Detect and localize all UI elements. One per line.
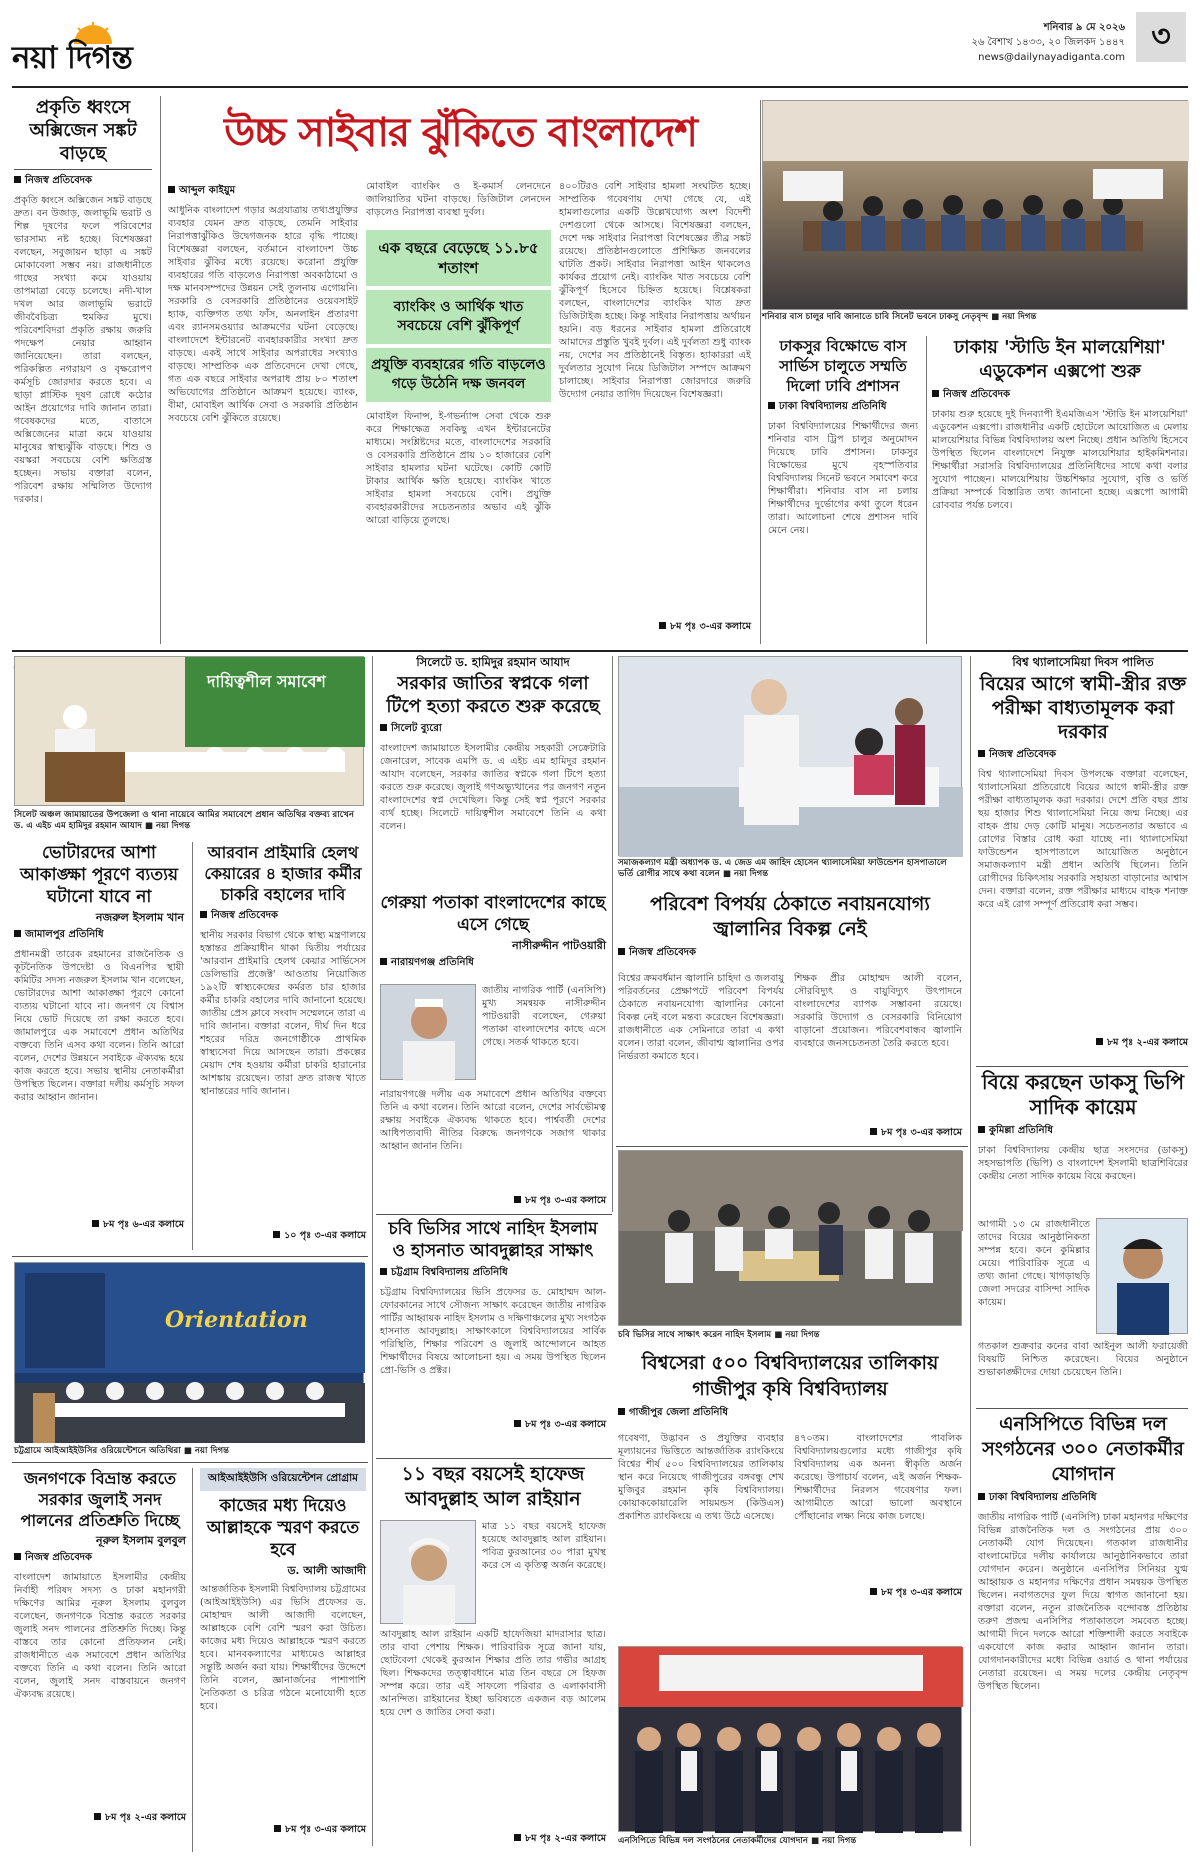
jump-line[interactable]: ১০ পৃঃ ৩-এর কলামে: [200, 1229, 366, 1244]
article-body: চট্টগ্রাম বিশ্ববিদ্যালয়ের ভিসি প্রফেসর ড. মোহাম্মদ আল-ফোরকানের সাথে সৌজন্য সাক্ষাৎ করেছেন জাতীয় নাগরিক পার্টির আহ্বায়ক নাহিদ ইসলাম ও দক্ষিণাঞ্চলের মুখ্য সংগঠক হাসনাত আবদুল্লাহ। সাক্ষাৎকালে বিশ্ববিদ্যালয়ের সার্বিক পরিস্থিতি, শিক্ষার পরিবেশ ও জুলাই আন্দোলনে আহত শিক্ষার্থীদের বিষয়ে আলোচনা হয়। এ সময় উপস্থিত ছিলেন প্রো-ভিসি ও প্রক্টর।: [380, 1287, 606, 1376]
kicker: বিশ্ব থ্যালাসেমিয়া দিবস পালিত: [1012, 655, 1154, 669]
kicker: সিলেটে ড. হামিদুর রহমান আযাদ: [416, 655, 570, 669]
lead-jump[interactable]: ৮ম পৃঃ ৩-এর কলামে: [559, 620, 751, 635]
author: ড. আলী আজাদী: [287, 1564, 366, 1577]
headline[interactable]: বিশ্বসেরা ৫০০ বিশ্ববিদ্যালয়ের তালিকায় গাজীপুর কৃষি বিশ্ববিদ্যালয়: [641, 1352, 939, 1400]
article-body: বাংলাদেশ জামায়াতে ইসলামীর কেন্দ্রীয় নির্বাহী পরিষদ সদস্য ও ঢাকা মহানগরী দক্ষিণের আমির নূরুল ইসলাম বুলবুল বলেছেন, জনগণকে বিভ্রান্ত করতে সরকার জুলাই সনদ পালনের প্রতিশ্রুতি দিচ্ছে। কিন্তু বাস্তবে তার কোনো প্রতিফলন নেই। রাজধানীতে এক সমাবেশে প্রধান অতিথির বক্তব্যে তিনি এ কথা বলেন। তিনি আরো বলেন, জুলাই সনদ বাস্তবায়নে জনগণ ঐক্যবদ্ধ রয়েছে।: [14, 1572, 186, 1701]
headline[interactable]: প্রকৃতি ধ্বংসে অক্সিজেন সঙ্কট বাড়ছে: [29, 97, 137, 164]
lead-article: [168, 180, 751, 644]
article-body: ঢাকায় শুরু হয়েছে দুই দিনব্যাপী ইএমজিএস 'স্টাডি ইন মালয়েশিয়া' এডুকেশন এক্সপো। রাজধানীর একটি হোটেলে আয়োজিত এ মেলায় মালয়েশিয়ার বিভিন্ন বিশ্ববিদ্যালয় অংশ নিচ্ছে। প্রধান অতিথি হিসেবে উপস্থিত ছিলেন বাংলাদেশে নিযুক্ত মালয়েশিয়ার হাইকমিশনার। শিক্ষার্থীরা সরাসরি বিশ্ববিদ্যালয়ের প্রতিনিধিদের সাথে কথা বলার সুযোগ পাচ্ছেন। মালয়েশিয়ায় উচ্চশিক্ষার সুযোগ, বৃত্তি ও ভর্তি প্রক্রিয়া সম্পর্কে বিস্তারিত তথ্য জানানো হচ্ছে। এক্সপো আগামী রোববার পর্যন্ত চলবে।: [932, 409, 1188, 511]
article-hafez: ১১ বছর বয়সেই হাফেজ আবদুল্লাহ আল রাইয়ান মাত্র ১১ বছর বয়সেই হাফেজ হয়েছে আবদুল্লাহ আল রাইয়ান। পবিত্র কুরআনের ৩০ পারা মুখস্থ করে সে এ কৃতিত্ব অর্জন করেছে। আবদুল্লাহ আল রাইয়ান একটি হাফেজিয়া মাদরাসার ছাত্র। তার বাবা পেশায় শিক্ষক। পারিবারিক সূত্রে জানা যায়, ছোটবেলা থেকেই কুরআন শিক্ষার প্রতি তার গভীর আগ্রহ ছিল। শিক্ষকদের তত্ত্বাবধানে মাত্র তিন বছরে সে হিফজ সম্পন্ন করে। তার এই সাফল্যে পরিবার ও এলাকাবাসী আনন্দিত। রাইয়ানের ইচ্ছা ভবিষ্যতে একজন বড় আলেম হয়ে দেশ ও জাতির সেবা করা। ৮ম পৃঃ ২-এর কলামে: [380, 1462, 606, 1852]
article-body-top: ঢাকা বিশ্ববিদ্যালয় কেন্দ্রীয় ছাত্র সংসদের (ডাকসু) সহসভাপতি (ভিপি) ও বাংলাদেশ ইসলামী ছাত্রশিবিরের কেন্দ্রীয় নেতা সাদিক কায়েম বিয়ে করছেন।: [978, 1145, 1188, 1182]
headline[interactable]: এনসিপিতে বিভিন্ন দল সংগঠনের ৩০০ নেতাকর্মীর যোগদান: [982, 1413, 1184, 1485]
photo-sylhet: [14, 656, 364, 806]
author: নজরুল ইসলাম খান: [95, 911, 184, 924]
headline[interactable]: ঢাকায় 'স্টাডি ইন মালয়েশিয়া' এডুকেশন এক্সপো শুরু: [954, 337, 1166, 382]
flag-author-photo: [380, 984, 476, 1080]
photo-illustration: [763, 101, 1189, 311]
headline[interactable]: ঢাকসুর বিক্ষোভে বাস সার্ভিস চালুতে সম্মতি দিলো ঢাবি প্রশাসন: [779, 337, 907, 395]
article-voter: ভোটারদের আশা আকাঙ্ক্ষা পূরণে ব্যত্যয় ঘটানো যাবে না নজরুল ইসলাম খান জামালপুর প্রতিনিধি প্রধানমন্ত্রী তারেক রহমানের রাজনৈতিক ও কূটনৈতিক উপদেষ্টা ও বিএনপির স্থায়ী কমিটির সদস্য নজরুল ইসলাম খান বলেছেন, ভোটারদের আশা আকাঙ্ক্ষা পূরণে কোনো ব্যত্যয় ঘটানো যাবে না। জনগণ যে বিশ্বাস নিয়ে ভোট দিয়েছে তা রক্ষা করতে হবে। জামালপুরে এক সমাবেশে প্রধান অতিথির বক্তব্যে তিনি এসব কথা বলেন। তিনি আরো বলেন, দেশের উন্নয়নে সবাইকে ঐক্যবদ্ধ হয়ে কাজ করতে হবে। সভায় স্থানীয় নেতাকর্মীরা উপস্থিত ছিলেন। বক্তারা দলীয় কর্মসূচি সফল করার আহ্বান জানান। ৮ম পৃঃ ৬-এর কলামে: [14, 842, 184, 1250]
article-body: স্থানীয় সরকার বিভাগ থেকে স্বাস্থ্য মন্ত্রণালয়ে হস্তান্তর প্রক্রিয়াধীন থাকা দ্বিতীয় পর্যায়ের 'আরবান প্রাইমারি হেলথ কেয়ার সার্ভিসেস ডেলিভারি প্রজেক্ট' আওতায় নিয়োজিত ১৯২টি স্বাস্থ্যকেন্দ্রের কর্মরত চার হাজার কর্মীর চাকরি বহালের দাবি জানানো হয়েছে। জাতীয় প্রেস ক্লাবে সংবাদ সম্মেলনে তারা এ দাবি জানান। বক্তারা বলেন, দীর্ঘ দিন ধরে শহরের দরিদ্র জনগোষ্ঠীকে প্রাথমিক স্বাস্থ্যসেবা দিয়ে আসছেন তারা। প্রকল্পের মেয়াদ শেষ হওয়ায় কর্মীরা চাকরি হারানোর আশঙ্কায় রয়েছেন। তারা দ্রুত রাজস্ব খাতে স্থানান্তরের দাবি জানান।: [200, 930, 366, 1097]
lead-col-3: ৪০০টিরও বেশি সাইবার হামলা সংঘটিত হচ্ছে। সাম্প্রতিক গবেষণায় দেখা গেছে যে, এই হামলাগুলোর একটি উল্লেখযোগ্য অংশ বিদেশী দেশগুলো থেকে আসছে। বিশেষজ্ঞরা বলছেন, দেশে দক্ষ সাইবার নিরাপত্তা বিশেষজ্ঞের তীব্র সঙ্কট রয়েছে। প্রতিষ্ঠানগুলোতে প্রশিক্ষিত জনবলের ঘাটতি প্রকট। সাইবার নিরাপত্তা আইন থাকলেও কার্যকর প্রয়োগ নেই। ব্যাংকিং খাত সবচেয়ে বেশি ঝুঁকিপূর্ণ হিসেবে চিহ্নিত হয়েছে। বিশ্লেষকরা বলছেন, বাংলাদেশের ব্যাংকিং খাত দ্রুত ডিজিটাইজ হচ্ছে। কিন্তু সাইবার নিরাপত্তায় অর্থায়ন হয়নি। বড় ধরনের সাইবার হামলা প্রতিরোধে আমাদের প্রস্তুতি খুবই দুর্বল। এই দুর্বলতা শুধু ব্যাংক নয়, দেশের সব প্রতিষ্ঠানেই বিস্তৃত। হ্যাকাররা এই দুর্বলতার সুযোগ নিয়ে ডিজিটাল সম্পদে আক্রমণ চালাচ্ছে। সাইবার নিরাপত্তা জোরদারে জরুরি উদ্যোগ নেয়ার তাগিদ দিয়েছেন বিশেষজ্ঞরা। ৮ম পৃঃ ৩-এর কলামে: [559, 180, 751, 644]
newspaper-logo[interactable]: [12, 22, 242, 74]
article-azad: সিলেটে ড. হামিদুর রহমান আযাদ সরকার জাতির স্বপ্নকে গলা টিপে হত্যা করতে শুরু করেছে সিলেট ব্যুরো বাংলাদেশ জামায়াতে ইসলামীর কেন্দ্রীয় সহকারী সেক্রেটারি জেনারেল, সাবেক এমপি ড. এ এইচ এম হামিদুর রহমান আযাদ বলেছেন, সরকার জাতির স্বপ্নকে গলা টিপে হত্যা করতে শুরু করেছে। জুলাই গণঅভ্যুত্থানের পর জনগণ নতুন বাংলাদেশের স্বপ্ন দেখেছিল। কিন্তু সেই স্বপ্ন পূরণে সরকার ব্যর্থ হচ্ছে। সিলেটে দায়িত্বশীল সমাবেশে তিনি এ কথা বলেন।: [380, 656, 606, 886]
article-gazipur: বিশ্বসেরা ৫০০ বিশ্ববিদ্যালয়ের তালিকায় গাজীপুর কৃষি বিশ্ববিদ্যালয় গাজীপুর জেলা প্রতিনিধি গবেষণা, উদ্ভাবন ও প্রযুক্তির ব্যবহার মূল্যায়নের ভিত্তিতে আন্তর্জাতিক র‍্যাংকিংয়ে বিশ্বের শীর্ষ ৫০০ বিশ্ববিদ্যালয়ের তালিকায় স্থান করে নিয়েছে গাজীপুরের বঙ্গবন্ধু শেখ মুজিবুর রহমান কৃষি বিশ্ববিদ্যালয়। কোয়াককোয়ারেলি সায়মন্ডস (কিউএস) প্রকাশিত র‍্যাংকিংয়ে এ তথ্য উঠে এসেছে। ৪৭০তম। বাংলাদেশের পাবলিক বিশ্ববিদ্যালয়গুলোর মধ্যে গাজীপুর কৃষি বিশ্ববিদ্যালয় এক অনন্য স্বীকৃতি অর্জন করেছে। উপাচার্য বলেন, এই অর্জন শিক্ষক-শিক্ষার্থীদের নিরলস গবেষণার ফল। আগামীতে আরো ভালো অবস্থানে পৌঁছানোর লক্ষ্য নিয়ে কাজ চলছে। ৮ম পৃঃ ৩-এর কলামে: [618, 1350, 962, 1610]
article-ncp: এনসিপিতে বিভিন্ন দল সংগঠনের ৩০০ নেতাকর্মীর যোগদান ঢাকা বিশ্ববিদ্যালয় প্রতিনিধি জাতীয় নাগরিক পার্টি (এনসিপি) ঢাকা মহানগর দক্ষিণের বিভিন্ন রাজনৈতিক দল ও সংগঠনের প্রায় ৩০০ নেতাকর্মী যোগ দিয়েছেন। গতকাল রাজধানীর বাংলামোটরে দলীয় কার্যালয়ে আনুষ্ঠানিকভাবে তারা যোগদান করেন। অনুষ্ঠানে এনসিপির সিনিয়র যুগ্ম আহ্বায়ক ও মহানগর দক্ষিণের প্রধান সমন্বয়ক উপস্থিত ছিলেন। নবাগতদের ফুল দিয়ে স্বাগত জানানো হয়। বক্তারা বলেন, নতুন রাজনৈতিক বন্দোবস্ত প্রতিষ্ঠায় তরুণ প্রজন্ম এনসিপির পতাকাতলে সমবেত হচ্ছে। আগামী দিনে দলকে আরো শক্তিশালী করতে সবাইকে একযোগে কাজ করার আহ্বান জানান তারা। যোগদানকারীদের মধ্যে বিভিন্ন ওয়ার্ড ও থানা পর্যায়ের নেতারা রয়েছেন। এ সময় দলের কেন্দ্রীয় নেতৃবৃন্দ উপস্থিত ছিলেন।: [978, 1412, 1188, 1852]
kicker: আইআইইউসি ওরিয়েন্টেশন প্রোগ্রাম: [200, 1468, 366, 1491]
date-bangla: ২৬ বৈশাখ ১৪৩৩, ২০ জিলকদ ১৪৪৭: [971, 37, 1125, 48]
logo-text: নয়া দিগন্ত: [12, 40, 133, 76]
hafez-photo: [380, 1520, 476, 1624]
article-cu-vc: চবি ভিসির সাথে নাহিদ ইসলাম ও হাসনাত আবদুল্লাহর সাক্ষাৎ চট্টগ্রাম বিশ্ববিদ্যালয় প্রতিনিধি চট্টগ্রাম বিশ্ববিদ্যালয়ের ভিসি প্রফেসর ড. মোহাম্মদ আল-ফোরকানের সাথে সৌজন্য সাক্ষাৎ করেছেন জাতীয় নাগরিক পার্টির আহ্বায়ক নাহিদ ইসলাম ও দক্ষিণাঞ্চলের মুখ্য সংগঠক হাসনাত আবদুল্লাহ। সাক্ষাৎকালে বিশ্ববিদ্যালয়ের সার্বিক পরিস্থিতি, শিক্ষার পরিবেশ ও জুলাই আন্দোলনে আহত শিক্ষার্থীদের বিষয়ে আলোচনা হয়। এ সময় উপস্থিত ছিলেন প্রো-ভিসি ও প্রক্টর। ৮ম পৃঃ ৩-এর কলামে: [380, 1218, 606, 1454]
photo-hospital: [618, 656, 962, 856]
email[interactable]: news@dailynayadiganta.com: [978, 52, 1125, 63]
photo-bus-protest: [762, 100, 1188, 310]
article-body-2: ৪৭০তম। বাংলাদেশের পাবলিক বিশ্ববিদ্যালয়গুলোর মধ্যে গাজীপুর কৃষি বিশ্ববিদ্যালয় এক অনন্য স্বীকৃতি অর্জন করেছে। উপাচার্য বলেন, এই অর্জন শিক্ষক-শিক্ষার্থীদের নিরলস গবেষণার ফল। আগামীতে আরো ভালো অবস্থানে পৌঁছানোর লক্ষ্য নিয়ে কাজ চলছে।: [794, 1433, 962, 1522]
jump-line[interactable]: ৮ম পৃঃ ৩-এর কলামে: [380, 1194, 606, 1209]
page-number: ৩: [1151, 18, 1171, 54]
photo-group: [618, 1646, 962, 1832]
headline[interactable]: কাজের মধ্য দিয়েও আল্লাহকে স্মরণ করতে হবে: [206, 1496, 360, 1560]
jump-line[interactable]: ৮ম পৃঃ ৩-এর কলামে: [794, 1126, 962, 1141]
photo-orientation-caption: চট্টগ্রামে আইআইইউসির ওরিয়েন্টেশনে অতিথিরা ■ নয়া দিগন্ত: [14, 1446, 230, 1456]
masthead: [0, 0, 1200, 84]
photo-sylhet-caption: সিলেট অঞ্চল জামায়াতের উপজেলা ও থানা নায়েবে আমির সমাবেশে প্রধান অতিথির বক্তব্য রাখেন ড. এ এইচ এম হামিদুর রহমান আযাদ ■ নয়া দিগন্ত: [14, 810, 355, 831]
article-body-1: বিশ্বের ক্রমবর্ধমান জ্বালানি চাহিদা ও জলবায়ু পরিবর্তনের প্রেক্ষাপটে পরিবেশ বিপর্যয় ঠেকাতে নবায়নযোগ্য জ্বালানির কোনো বিকল্প নেই বলে মন্তব্য করেছেন বিশেষজ্ঞরা। রাজধানীতে এক সেমিনারে তারা এ কথা বলেন। তারা বলেন, জীবাশ্ম জ্বালানির ওপর নির্ভরতা কমাতে হবে।: [618, 973, 784, 1062]
article-flag: গেরুয়া পতাকা বাংলাদেশের কাছে এসে গেছে নাসীরুদ্দীন পাটওয়ারী নারায়ণগঞ্জ প্রতিনিধি জাতীয় নাগরিক পার্টি (এনসিপি) মুখ্য সমন্বয়ক নাসীরুদ্দীন পাটওয়ারী বলেছেন, গেরুয়া পতাকা বাংলাদেশের কাছে এসে গেছে। সতর্ক থাকতে হবে। নারায়ণগঞ্জে দলীয় এক সমাবেশে প্রধান অতিথির বক্তব্যে তিনি এ কথা বলেন। তিনি আরো বলেন, দেশের সার্বভৌমত্ব রক্ষায় সবাইকে ঐক্যবদ্ধ থাকতে হবে। পার্শ্ববর্তী দেশের আধিপত্যবাদী নীতির বিরুদ্ধে জনগণকে সজাগ থাকার আহ্বান জানান তিনি। ৮ম পৃঃ ৩-এর কলামে: [380, 892, 606, 1212]
article-ducsu: বিয়ে করছেন ডাকসু ভিপি সাদিক কায়েম কুমিল্লা প্রতিনিধি ঢাকা বিশ্ববিদ্যালয় কেন্দ্রীয় ছাত্র সংসদের (ডাকসু) সহসভাপতি (ভিপি) ও বাংলাদেশ ইসলামী ছাত্রশিবিরের কেন্দ্রীয় নেতা সাদিক কায়েম বিয়ে করছেন। আগামী ১৩ মে রাজধানীতে তাদের বিয়ের আনুষ্ঠানিকতা সম্পন্ন হবে। কনে কুমিল্লার মেয়ে। পারিবারিক সূত্রে এ তথ্য জানা গেছে। খাগড়াছড়ি জেলা সদরের বাসিন্দা সাদিক কায়েম। গতকাল শুক্রবার কনের বাবা আইনুল আলী ফরায়েজী বিষয়টি নিশ্চিত করেছেন। বিয়ের অনুষ্ঠানে শুভাকাঙ্ক্ষীদের দোয়া চেয়েছেন তিনি।: [978, 1070, 1188, 1378]
headline[interactable]: আরবান প্রাইমারি হেলথ কেয়ারের ৪ হাজার কর্মীর চাকরি বহালের দাবি: [204, 843, 362, 904]
article-oxygen: [14, 96, 152, 644]
headline[interactable]: বিয়ে করছেন ডাকসু ভিপি সাদিক কায়েম: [981, 1070, 1185, 1119]
author: নাসীরুদ্দীন পাটওয়ারী: [512, 939, 606, 952]
article-body-1: গবেষণা, উদ্ভাবন ও প্রযুক্তির ব্যবহার মূল্যায়নের ভিত্তিতে আন্তর্জাতিক র‍্যাংকিংয়ে বিশ্বের শীর্ষ ৫০০ বিশ্ববিদ্যালয়ের তালিকায় স্থান করে নিয়েছে গাজীপুরের বঙ্গবন্ধু শেখ মুজিবুর রহমান কৃষি বিশ্ববিদ্যালয়। কোয়াককোয়ারেলি সায়মন্ডস (কিউএস) প্রকাশিত র‍্যাংকিংয়ে এ তথ্য উঠে এসেছে।: [618, 1433, 784, 1522]
jump-line[interactable]: ৮ম পৃঃ ২-এর কলামে: [14, 1811, 186, 1826]
headline[interactable]: ভোটারদের আশা আকাঙ্ক্ষা পূরণে ব্যত্যয় ঘটানো যাবে না: [19, 843, 179, 907]
byline: নিজস্ব প্রতিবেদক: [25, 175, 93, 186]
article-body: বিশ্ব থ্যালাসেমিয়া দিবস উপলক্ষে বক্তারা বলেছেন, থ্যালাসেমিয়া প্রতিরোধে বিয়ের আগে স্বামী-স্ত্রীর রক্ত পরীক্ষা বাধ্যতামূলক করা দরকার। দেশে প্রতি বছর প্রায় ছয় হাজার শিশু থ্যালাসেমিয়া নিয়ে জন্ম নিচ্ছে। এর বাহক প্রায় দেড় কোটি মানুষ। সচেতনতার অভাবে এ রোগের বিস্তার রোধ করা যাচ্ছে না। থ্যালাসেমিয়া ফাউন্ডেশন হাসপাতালে আয়োজিত অনুষ্ঠানে সমাজকল্যাণ মন্ত্রী প্রধান অতিথি ছিলেন। তিনি রোগীদের চিকিৎসায় সরকারি সহায়তা বাড়ানোর আশ্বাস দেন। বক্তারা বলেন, রক্ত পরীক্ষার মাধ্যমে বাহক শনাক্ত করে এই রোগ সম্পূর্ণ প্রতিরোধ করা সম্ভব।: [978, 768, 1188, 910]
photo-banner-text: দায়িত্বশীল সমাবেশ: [207, 672, 326, 691]
lead-highlight-3: প্রযুক্তি ব্যবহারের গতি বাড়লেও গড়ে উঠেনি দক্ষ জনবল: [366, 348, 551, 402]
lead-headline-block: [168, 98, 753, 176]
page-number-box: [1136, 12, 1186, 62]
lead-col-1: [168, 180, 358, 644]
jump-line[interactable]: ৮ম পৃঃ ৩-এর কলামে: [200, 1823, 366, 1838]
photo-orientation: [14, 1262, 364, 1442]
photo-meeting-caption: চবি ভিসির সাথে সাক্ষাৎ করেন নাহিদ ইসলাম ■ নয়া দিগন্ত: [618, 1330, 820, 1340]
lead-col-2: মোবাইল ব্যাংকিং ও ই-কমার্স লেনদেনে জালিয়াতির ঘটনা বাড়ছে। ডিজিটাল লেনদেন বাড়লেও নিরাপত্তা ব্যবস্থা দুর্বল। এক বছরে বেড়েছে ১১.৮৫ শতাংশ ব্যাংকিং ও আর্থিক খাত সবচেয়ে বেশি ঝুঁকিপূর্ণ প্রযুক্তি ব্যবহারের গতি বাড়লেও গড়ে উঠেনি দক্ষ জনবল মোবাইল ফিনান্স, ই-গভর্ন্যান্স সেবা থেকে শুরু করে শিক্ষাক্ষেত্র সবকিছু এখন ইন্টারনেটের মাধ্যমে। সংশ্লিষ্টদের মতে, বাংলাদেশের সরকারি ও বেসরকারি প্রতিষ্ঠানে প্রায় ১০ হাজারের বেশি সাইবার হামলার ঘটনা ঘটেছে। কোটি কোটি টাকার আর্থিক ক্ষতি হয়েছে। ব্যাংকিং খাতে সাইবার হামলা সবচেয়ে বেশি। প্রযুক্তি ব্যবহারকারীদের সচেতনতার অভাব এই ঝুঁকি আরো বাড়িয়ে তুলছে।: [366, 181, 551, 526]
lead-body-1: আধুনিক বাংলাদেশ গড়ার অগ্রযাত্রায় তথ্যপ্রযুক্তির ব্যবহার যেমন দ্রুত বাড়ছে, তেমনি সাইবার নিরাপত্তাঝুঁকিও উদ্বেগজনক হারে বৃদ্ধি পাচ্ছে। বিশেষজ্ঞরা বলছেন, বর্তমানে বাংলাদেশ উচ্চ সাইবার ঝুঁকির মধ্যে রয়েছে। করোনা প্রযুক্তি ব্যবহারের গতি বাড়লেও নিরাপত্তা অবকাঠামো ও দক্ষ মানবসম্পদের উন্নয়ন সেই তুলনায় এগোয়নি। সরকারি ও বেসরকারি প্রতিষ্ঠানের ওয়েবসাইট হ্যাক, ব্যক্তিগত তথ্য ফাঁস, অনলাইন প্রতারণা এবং র‍্যানসমওয়্যার আক্রমণের ঘটনা বেড়েছে। বাংলাদেশে ইন্টারনেট ব্যবহারকারীর সংখ্যা দ্রুত বাড়ছে। একই সাথে সাইবার অপরাধের সংখ্যাও বাড়ছে। সাম্প্রতিক এক প্রতিবেদনে দেখা গেছে, গত এক বছরে সাইবার অপরাধ প্রায় ৮০ শতাংশ অভিযোগের প্রতিষ্ঠানে আক্রমণ হয়েছে। ব্যাংক, বীমা, মোবাইল আর্থিক সেবা ও সরকারি প্রতিষ্ঠান সবচেয়ে বেশি ঝুঁকিতে রয়েছে।: [168, 205, 358, 424]
headline[interactable]: গেরুয়া পতাকা বাংলাদেশের কাছে এসে গেছে: [380, 893, 606, 935]
headline[interactable]: জনগণকে বিভ্রান্ত করতে সরকার জুলাই সনদ পালনের প্রতিশ্রুতি দিচ্ছে: [20, 1469, 180, 1530]
article-urban-health: আরবান প্রাইমারি হেলথ কেয়ারের ৪ হাজার কর্মীর চাকরি বহালের দাবি নিজস্ব প্রতিবেদক স্থানীয় সরকার বিভাগ থেকে স্বাস্থ্য মন্ত্রণালয়ে হস্তান্তর প্রক্রিয়াধীন থাকা দ্বিতীয় পর্যায়ের 'আরবান প্রাইমারি হেলথ কেয়ার সার্ভিসেস ডেলিভারি প্রজেক্ট' আওতায় নিয়োজিত ১৯২টি স্বাস্থ্যকেন্দ্রের কর্মরত চার হাজার কর্মীর চাকরি বহালের দাবি জানানো হয়েছে। জাতীয় প্রেস ক্লাবে সংবাদ সম্মেলনে তারা এ দাবি জানান। বক্তারা বলেন, দীর্ঘ দিন ধরে শহরের দরিদ্র জনগোষ্ঠীকে প্রাথমিক স্বাস্থ্যসেবা দিয়ে আসছেন তারা। প্রকল্পের মেয়াদ শেষ হওয়ায় কর্মীরা চাকরি হারানোর আশঙ্কায় রয়েছেন। তারা দ্রুত রাজস্ব খাতে স্থানান্তরের দাবি জানান। ১০ পৃঃ ৩-এর কলামে: [200, 842, 366, 1250]
article-energy: পরিবেশ বিপর্যয় ঠেকাতে নবায়নযোগ্য জ্বালানির বিকল্প নেই নিজস্ব প্রতিবেদক বিশ্বের ক্রমবর্ধমান জ্বালানি চাহিদা ও জলবায়ু পরিবর্তনের প্রেক্ষাপটে পরিবেশ বিপর্যয় ঠেকাতে নবায়নযোগ্য জ্বালানির কোনো বিকল্প নেই বলে মন্তব্য করেছেন বিশেষজ্ঞরা। রাজধানীতে এক সেমিনারে তারা এ কথা বলেন। তারা বলেন, জীবাশ্ম জ্বালানির ওপর নির্ভরতা কমাতে হবে। শিক্ষক প্রীর মোহাম্মদ আলী বলেন, সৌরবিদ্যুৎ ও বায়ুবিদ্যুৎ উৎপাদনে বাংলাদেশের ব্যাপক সম্ভাবনা রয়েছে। সরকারি উদ্যোগ ও বেসরকারি বিনিয়োগ বাড়ানো প্রয়োজন। পরিবেশবান্ধব জ্বালানি ব্যবহারে জনসচেতনতা তৈরি করতে হবে। ৮ম পৃঃ ৩-এর কলামে: [618, 892, 962, 1142]
article-bus: ঢাকসুর বিক্ষোভে বাস সার্ভিস চালুতে সম্মতি দিলো ঢাবি প্রশাসন ঢাকা বিশ্ববিদ্যালয় প্রতিনিধি ঢাকা বিশ্ববিদ্যালয়ের শিক্ষার্থীদের জন্য শনিবার বাস ট্রিপ চালুর অনুমোদন দিয়েছে ঢাবি প্রশাসন। ঢাকসুর বিক্ষোভের মুখে বৃহস্পতিবার বিশ্ববিদ্যালয় সিনেট ভবনে সমাবেশ করে শিক্ষার্থীরা। শনিবার বাস না চলায় শিক্ষার্থীদের দুর্ভোগের কথা তুলে ধরেন তারা। আলোচনা শেষে প্রশাসন দাবি মেনে নেয়।: [768, 336, 918, 644]
orientation-banner: Orientation: [165, 1307, 308, 1333]
article-body: বাংলাদেশ জামায়াতে ইসলামীর কেন্দ্রীয় সহকারী সেক্রেটারি জেনারেল, সাবেক এমপি ড. এ এইচ এম হামিদুর রহমান আযাদ বলেছেন, সরকার জাতির স্বপ্নকে গলা টিপে হত্যা করতে শুরু করেছে। জুলাই গণঅভ্যুত্থানের পর জনগণ নতুন বাংলাদেশের স্বপ্ন দেখেছিল। কিন্তু সেই স্বপ্ন পূরণে সরকার ব্যর্থ হচ্ছে। সিলেটে দায়িত্বশীল সমাবেশে তিনি এ কথা বলেন।: [380, 742, 606, 832]
lead-headline[interactable]: উচ্চ সাইবার ঝুঁকিতে বাংলাদেশ: [224, 110, 697, 156]
sadik-kayem-photo: [1096, 1218, 1188, 1334]
date-line: শনিবার ৯ মে ২০২৬: [1043, 22, 1125, 33]
photo-meeting: [618, 1150, 962, 1326]
article-thalassemia: বিশ্ব থ্যালাসেমিয়া দিবস পালিত বিয়ের আগে স্বামী-স্ত্রীর রক্ত পরীক্ষা বাধ্যতামূলক করা দরকার নিজস্ব প্রতিবেদক বিশ্ব থ্যালাসেমিয়া দিবস উপলক্ষে বক্তারা বলেছেন, থ্যালাসেমিয়া প্রতিরোধে বিয়ের আগে স্বামী-স্ত্রীর রক্ত পরীক্ষা বাধ্যতামূলক করা দরকার। দেশে প্রতি বছর প্রায় ছয় হাজার শিশু থ্যালাসেমিয়া নিয়ে জন্ম নিচ্ছে। এর বাহক প্রায় দেড় কোটি মানুষ। সচেতনতার অভাবে এ রোগের বিস্তার রোধ করা যাচ্ছে না। থ্যালাসেমিয়া ফাউন্ডেশন হাসপাতালে আয়োজিত অনুষ্ঠানে সমাজকল্যাণ মন্ত্রী প্রধান অতিথি ছিলেন। তিনি রোগীদের চিকিৎসায় সরকারি সহায়তা বাড়ানোর আশ্বাস দেন। বক্তারা বলেন, রক্ত পরীক্ষার মাধ্যমে বাহক শনাক্ত করে এই রোগ সম্পূর্ণ প্রতিরোধ করা সম্ভব। ৮ম পৃঃ ২-এর কলামে: [978, 656, 1188, 1066]
photo-hospital-caption: সমাজকল্যাণ মন্ত্রী অধ্যাপক ড. এ জেড এম জাহিদ হোসেন থ্যালাসেমিয়া ফাউন্ডেশন হাসপাতালে ভর্তি রোগীর সাথে কথা বলেন ■ নয়া দিগন্ত: [618, 858, 947, 879]
article-july: জনগণকে বিভ্রান্ত করতে সরকার জুলাই সনদ পালনের প্রতিশ্রুতি দিচ্ছে নূরুল ইসলাম বুলবুল নিজস্ব প্রতিবেদক বাংলাদেশ জামায়াতে ইসলামীর কেন্দ্রীয় নির্বাহী পরিষদ সদস্য ও ঢাকা মহানগরী দক্ষিণের আমির নূরুল ইসলাম বুলবুল বলেছেন, জনগণকে বিভ্রান্ত করতে সরকার জুলাই সনদ পালনের প্রতিশ্রুতি দিচ্ছে। কিন্তু বাস্তবে তার কোনো প্রতিফলন নেই। রাজধানীতে এক সমাবেশে প্রধান অতিথির বক্তব্যে তিনি এ কথা বলেন। তিনি আরো বলেন, জুলাই সনদ বাস্তবায়নে জনগণ ঐক্যবদ্ধ রয়েছে। ৮ম পৃঃ ২-এর কলামে: [14, 1468, 186, 1852]
article-malaysia: ঢাকায় 'স্টাডি ইন মালয়েশিয়া' এডুকেশন এক্সপো শুরু নিজস্ব প্রতিবেদক ঢাকায় শুরু হয়েছে দুই দিনব্যাপী ইএমজিএস 'স্টাডি ইন মালয়েশিয়া' এডুকেশন এক্সপো। রাজধানীর একটি হোটেলে আয়োজিত এ মেলায় মালয়েশিয়ার বিভিন্ন বিশ্ববিদ্যালয় অংশ নিচ্ছে। প্রধান অতিথি হিসেবে উপস্থিত ছিলেন বাংলাদেশে নিযুক্ত মালয়েশিয়ার হাইকমিশনার। শিক্ষার্থীরা সরাসরি বিশ্ববিদ্যালয়ের প্রতিনিধিদের সাথে কথা বলার সুযোগ পাচ্ছেন। মালয়েশিয়ায় উচ্চশিক্ষার সুযোগ, বৃত্তি ও ভর্তি প্রক্রিয়া সম্পর্কে বিস্তারিত তথ্য জানানো হচ্ছে। এক্সপো আগামী রোববার পর্যন্ত চলবে।: [932, 336, 1188, 644]
article-body: প্রকৃতি ধ্বংসে অক্সিজেন সঙ্কট বাড়ছে দ্রুত। বন উজাড়, জলাভূমি ভরাট ও শিল্প দূষণের ফলে পরিবেশের ভারসাম্য নষ্ট হচ্ছে। বিশেষজ্ঞরা বলছেন, সবুজায়ন ছাড়া এ সঙ্কট মোকাবেলা সম্ভব নয়। রাজধানীতে গাছের সংখ্যা কমে যাওয়ায় তাপমাত্রা বেড়ে চলেছে। নদী-খাল দখল আর জলাভূমি ভরাটে জীববৈচিত্র্য হুমকির মুখে। পরিবেশবিদরা প্রকৃতি রক্ষায় জরুরি পদক্ষেপ নেয়ার আহ্বান জানিয়েছেন। তারা বলছেন, পরিকল্পিত নগরায়ণ ও বৃক্ষরোপণ কর্মসূচি জোরদার করতে হবে। এ ছাড়া প্লাস্টিক দূষণ রোধে কঠোর আইন প্রয়োগের দাবি জানান তারা। গবেষকদের মতে, বাতাসে অক্সিজেনের মাত্রা কমে যাওয়ায় মানুষের স্বাস্থ্যঝুঁকি বাড়ছে। শিশু ও বয়স্করা সবচেয়ে বেশি ক্ষতিগ্রস্ত হচ্ছেন। সভায় বক্তারা বলেন, পরিবেশ রক্ষায় সম্মিলিত উদ্যোগ দরকার।: [14, 195, 152, 505]
article-body: প্রধানমন্ত্রী তারেক রহমানের রাজনৈতিক ও কূটনৈতিক উপদেষ্টা ও বিএনপির স্থায়ী কমিটির সদস্য নজরুল ইসলাম খান বলেছেন, ভোটারদের আশা আকাঙ্ক্ষা পূরণে কোনো ব্যত্যয় ঘটানো যাবে না। জনগণ যে বিশ্বাস নিয়ে ভোট দিয়েছে তা রক্ষা করতে হবে। জামালপুরে এক সমাবেশে প্রধান অতিথির বক্তব্যে তিনি এসব কথা বলেন। তিনি আরো বলেন, দেশের উন্নয়নে সবাইকে ঐক্যবদ্ধ হয়ে কাজ করতে হবে। সভায় স্থানীয় নেতাকর্মীরা উপস্থিত ছিলেন। বক্তারা দলীয় কর্মসূচি সফল করার আহ্বান জানান।: [14, 949, 184, 1104]
lead-highlight-1: এক বছরে বেড়েছে ১১.৮৫ শতাংশ: [366, 230, 551, 286]
photo-group-caption: এনসিপিতে বিভিন্ন দল সংগঠনের নেতাকর্মীদের যোগদান ■ নয়া দিগন্ত: [618, 1836, 857, 1846]
photo-top-caption: শনিবার বাস চালুর দাবি জানাতে চাবি সিনেট ভবনে ঢাকসু নেতৃবৃন্দ ■ নয়া দিগন্ত: [762, 312, 1037, 322]
article-body: আন্তর্জাতিক ইসলামী বিশ্ববিদ্যালয় চট্টগ্রামের (আইআইইউসি) এর ভিসি প্রফেসর ড. মোহাম্মদ আলী আজাদী বলেছেন, আল্লাহকে বেশি বেশি স্মরণ করা উচিত। কাজের মধ্য দিয়েও আল্লাহকে স্মরণ করতে হবে। মানবকল্যাণের মাধ্যমেও আল্লাহর সন্তুষ্টি অর্জন করা যায়। শিক্ষার্থীদের উদ্দেশে তিনি বলেন, জ্ঞানার্জনের পাশাপাশি নৈতিকতা ও চরিত্র গঠনে মনোযোগী হতে হবে।: [200, 1584, 366, 1713]
article-allah: [200, 1468, 366, 1852]
headline[interactable]: পরিবেশ বিপর্যয় ঠেকাতে নবায়নযোগ্য জ্বালানির বিকল্প নেই: [650, 893, 930, 940]
article-body: ঢাকা বিশ্ববিদ্যালয়ের শিক্ষার্থীদের জন্য শনিবার বাস ট্রিপ চালুর অনুমোদন দিয়েছে ঢাবি প্রশাসন। ঢাকসুর বিক্ষোভের মুখে বৃহস্পতিবার বিশ্ববিদ্যালয় সিনেট ভবনে সমাবেশ করে শিক্ষার্থীরা। শনিবার বাস না চলায় শিক্ষার্থীদের দুর্ভোগের কথা তুলে ধরেন তারা। আলোচনা শেষে প্রশাসন দাবি মেনে নেয়।: [768, 421, 918, 536]
lead-byline: আব্দুল কাইয়ুম: [179, 185, 236, 196]
date-block: [971, 20, 1125, 65]
author: নূরুল ইসলাম বুলবুল: [96, 1534, 186, 1547]
jump-line[interactable]: ৮ম পৃঃ ২-এর কলামে: [978, 1036, 1188, 1051]
headline[interactable]: চবি ভিসির সাথে নাহিদ ইসলাম ও হাসনাত আবদুল্লাহর সাক্ষাৎ: [388, 1219, 598, 1261]
headline[interactable]: ১১ বছর বয়সেই হাফেজ আবদুল্লাহ আল রাইয়ান: [401, 1463, 585, 1510]
jump-line[interactable]: ৮ম পৃঃ ৬-এর কলামে: [14, 1218, 184, 1233]
article-body: জাতীয় নাগরিক পার্টি (এনসিপি) ঢাকা মহানগর দক্ষিণের বিভিন্ন রাজনৈতিক দল ও সংগঠনের প্রায় ৩০০ নেতাকর্মী যোগ দিয়েছেন। গতকাল রাজধানীর বাংলামোটরে দলীয় কার্যালয়ে আনুষ্ঠানিকভাবে তারা যোগদান করেন। অনুষ্ঠানে এনসিপির সিনিয়র যুগ্ম আহ্বায়ক ও মহানগর দক্ষিণের প্রধান সমন্বয়ক উপস্থিত ছিলেন। নবাগতদের ফুল দিয়ে স্বাগত জানানো হয়। বক্তারা বলেন, নতুন রাজনৈতিক বন্দোবস্ত প্রতিষ্ঠায় তরুণ প্রজন্ম এনসিপির পতাকাতলে সমবেত হচ্ছে। আগামী দিনে দলকে আরো শক্তিশালী করতে সবাইকে একযোগে কাজ করার আহ্বান জানান তারা। যোগদানকারীদের মধ্যে বিভিন্ন ওয়ার্ড ও থানা পর্যায়ের নেতারা রয়েছেন। এ সময় দলের কেন্দ্রীয় নেতৃবৃন্দ উপস্থিত ছিলেন।: [978, 1512, 1188, 1692]
jump-line[interactable]: ৮ম পৃঃ ৩-এর কলামে: [380, 1418, 606, 1433]
headline[interactable]: বিয়ের আগে স্বামী-স্ত্রীর রক্ত পরীক্ষা বাধ্যতামূলক করা দরকার: [979, 672, 1187, 743]
lead-highlight-2: ব্যাংকিং ও আর্থিক খাত সবচেয়ে বেশি ঝুঁকিপূর্ণ: [366, 290, 551, 344]
article-body-2: শিক্ষক প্রীর মোহাম্মদ আলী বলেন, সৌরবিদ্যুৎ ও বায়ুবিদ্যুৎ উৎপাদনে বাংলাদেশের ব্যাপক সম্ভাবনা রয়েছে। সরকারি উদ্যোগ ও বেসরকারি বিনিয়োগ বাড়ানো প্রয়োজন। পরিবেশবান্ধব জ্বালানি ব্যবহারে জনসচেতনতা তৈরি করতে হবে।: [794, 973, 962, 1049]
headline[interactable]: সরকার জাতির স্বপ্নকে গলা টিপে হত্যা করতে শুরু করেছে: [386, 672, 600, 717]
article-body: জাতীয় নাগরিক পার্টি (এনসিপি) মুখ্য সমন্বয়ক নাসীরুদ্দীন পাটওয়ারী বলেছেন, গেরুয়া পতাকা বাংলাদেশের কাছে এসে গেছে। সতর্ক থাকতে হবে।: [482, 985, 606, 1048]
jump-line[interactable]: ৮ম পৃঃ ৩-এর কলামে: [794, 1586, 962, 1601]
jump-line[interactable]: ৮ম পৃঃ ২-এর কলামে: [380, 1832, 606, 1847]
